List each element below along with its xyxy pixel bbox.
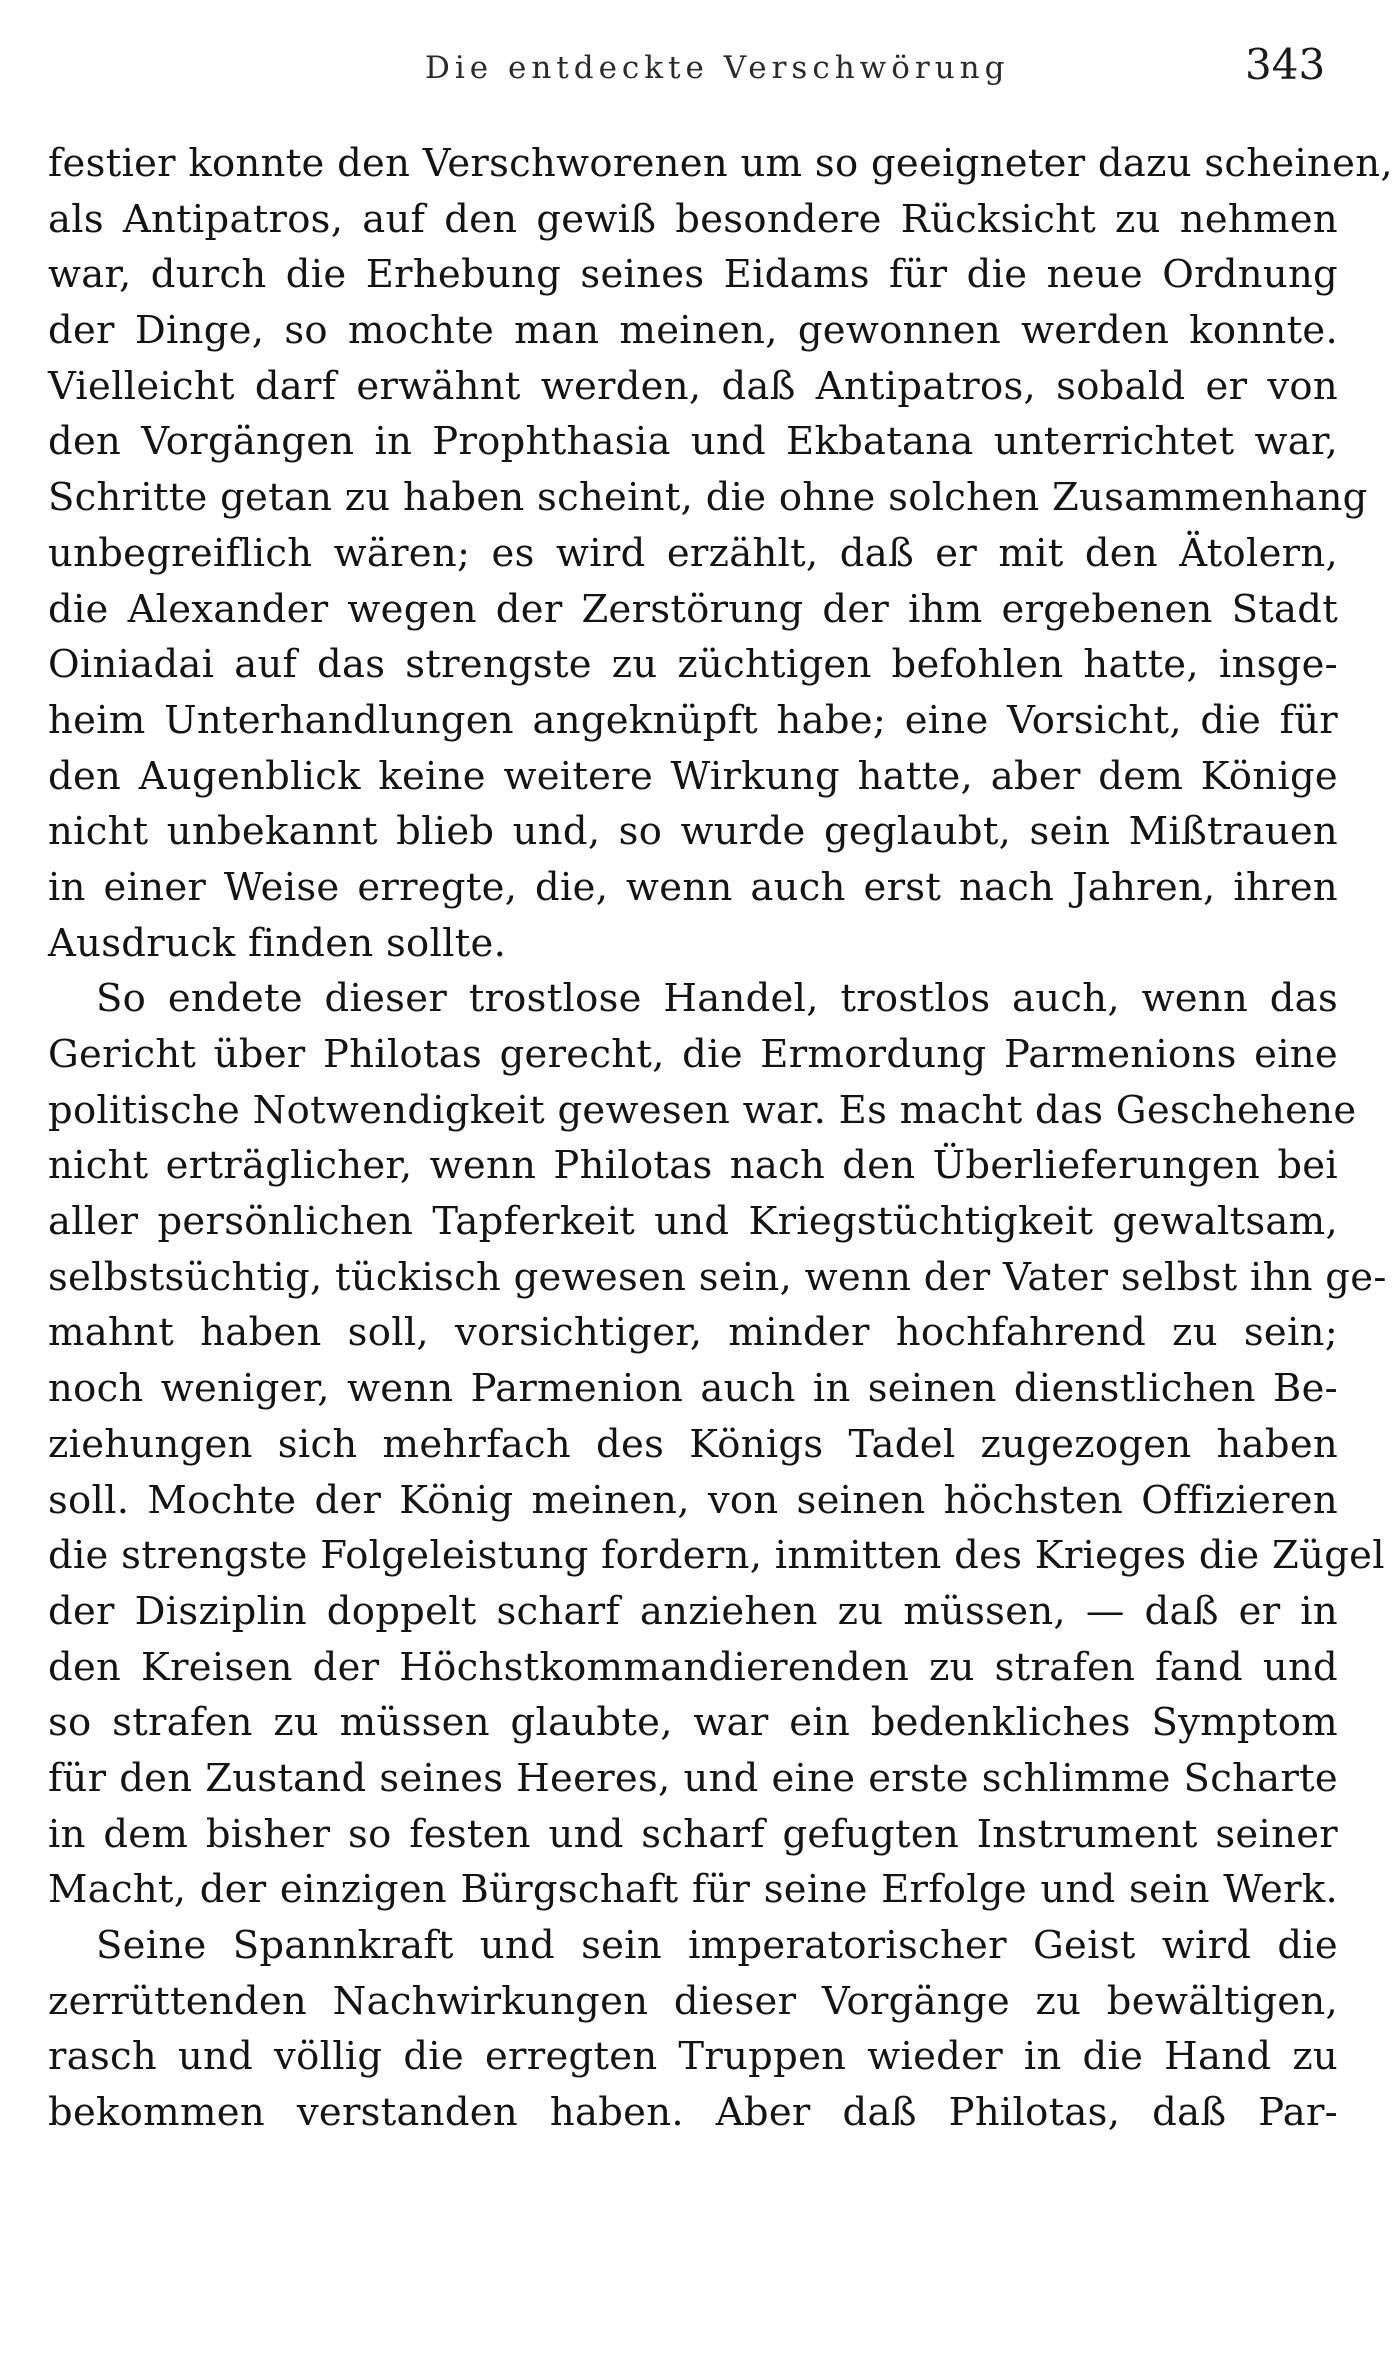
text-line: die Alexander wegen der Zerstörung der ihm ergebenen Stadt: [48, 586, 1338, 632]
text-line: in dem bisher so festen und scharf gefugten Instrument seiner: [48, 1811, 1338, 1857]
text-line: so strafen zu müssen glaubte, war ein bedenkliches Symptom: [48, 1700, 1338, 1746]
text-line: die strengste Folgeleistung fordern, inmitten des Krieges die Zügel: [48, 1533, 1385, 1579]
paragraph-end-line: Macht, der einzigen Bürgschaft für seine Erfolge und sein Werk.: [48, 1867, 1338, 1913]
paragraph-end-line: Ausdruck finden sollte.: [48, 920, 507, 966]
text-line: den Augenblick keine weitere Wirkung hatte, aber dem Könige: [48, 753, 1338, 799]
paragraph-start-line: So endete dieser trostlose Handel, trostlos auch, wenn das: [96, 976, 1338, 1022]
text-line: politische Notwendigkeit gewesen war. Es macht das Geschehene: [48, 1087, 1357, 1133]
text-line: heim Unterhandlungen angeknüpft habe; eine Vorsicht, die für: [48, 697, 1338, 743]
text-line: nicht unbekannt blieb und, so wurde geglaubt, sein Mißtrauen: [48, 809, 1338, 855]
text-line: rasch und völlig die erregten Truppen wieder in die Hand zu: [48, 2034, 1338, 2080]
text-line: Schritte getan zu haben scheint, die ohne solchen Zusammenhang: [48, 475, 1368, 521]
text-line: nicht erträglicher, wenn Philotas nach den Überlieferungen bei: [48, 1143, 1338, 1189]
text-line: in einer Weise erregte, die, wenn auch erst nach Jahren, ihren: [48, 864, 1338, 910]
page-number: 343: [1245, 40, 1326, 89]
text-line: selbstsüchtig, tückisch gewesen sein, wenn der Vater selbst ihn ge-: [48, 1254, 1387, 1300]
text-line: Gericht über Philotas gerecht, die Ermordung Parmenions eine: [48, 1032, 1338, 1077]
text-line: bekommen verstanden haben. Aber daß Philotas, daß Par-: [48, 2090, 1338, 2136]
text-line: mahnt haben soll, vorsichtiger, minder hochfahrend zu sein;: [48, 1310, 1338, 1356]
text-line: unbegreiflich wären; es wird erzählt, daß er mit den Ätolern,: [48, 530, 1338, 576]
running-title: Die entdeckte Verschwörung: [425, 50, 1010, 86]
text-line: Vielleicht darf erwähnt werden, daß Antipatros, sobald er von: [48, 363, 1338, 409]
text-line: Oiniadai auf das strengste zu züchtigen befohlen hatte, insge-: [48, 642, 1338, 688]
text-line: aller persönlichen Tapferkeit und Kriegstüchtigkeit gewaltsam,: [48, 1199, 1338, 1245]
text-line: als Antipatros, auf den gewiß besondere Rücksicht zu nehmen: [48, 196, 1338, 242]
text-line: soll. Mochte der König meinen, von seinen höchsten Offizieren: [48, 1477, 1338, 1523]
text-line: der Dinge, so mochte man meinen, gewonnen werden konnte.: [48, 308, 1338, 354]
text-line: zerrüttenden Nachwirkungen dieser Vorgänge zu bewältigen,: [48, 1978, 1338, 2024]
body-text: [48, 136, 1393, 2141]
text-line: ziehungen sich mehrfach des Königs Tadel zugezogen haben: [48, 1421, 1338, 1467]
text-line: den Vorgängen in Prophthasia und Ekbatana unterrichtet war,: [48, 419, 1338, 465]
text-line: für den Zustand seines Heeres, und eine erste schlimme Scharte: [48, 1755, 1338, 1801]
page-header: [0, 36, 1399, 106]
text-line: noch weniger, wenn Parmenion auch in seinen dienstlichen Be-: [48, 1366, 1338, 1412]
text-line: der Disziplin doppelt scharf anziehen zu müssen, — daß er in: [48, 1588, 1338, 1634]
text-line: den Kreisen der Höchstkommandierenden zu strafen fand und: [48, 1644, 1338, 1690]
paragraph-start-line: Seine Spannkraft und sein imperatorischer Geist wird die: [96, 1923, 1338, 1968]
text-line: festier konnte den Verschworenen um so geeigneter dazu scheinen,: [48, 141, 1393, 186]
text-line: war, durch die Erhebung seines Eidams für die neue Ordnung: [48, 252, 1338, 298]
